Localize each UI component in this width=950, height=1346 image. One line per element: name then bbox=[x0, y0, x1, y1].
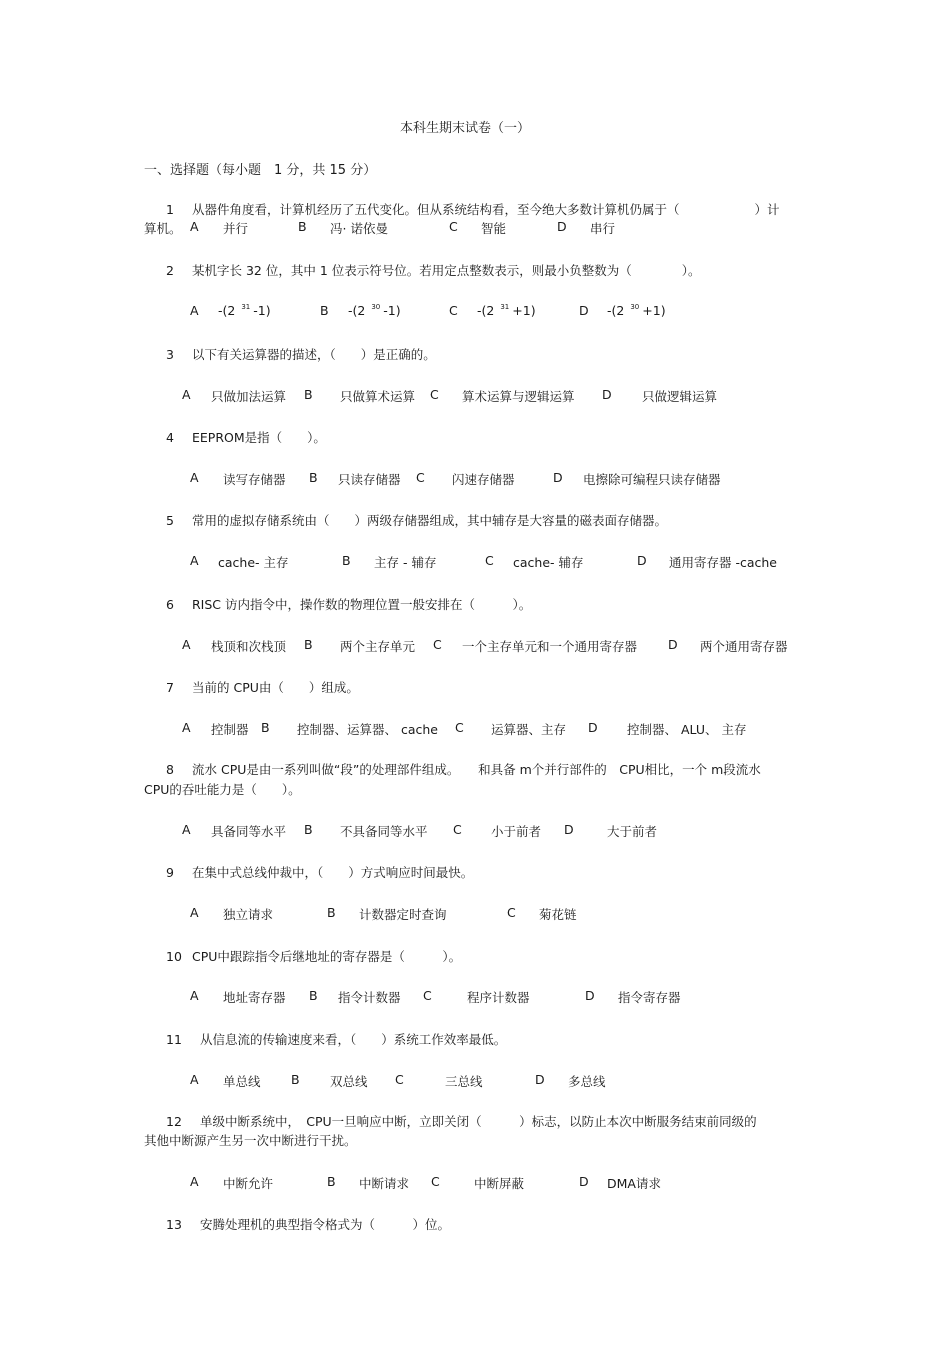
question-7 bbox=[144, 678, 809, 696]
question-text: 从信息流的传输速度来看，（ ）系统工作效率最低。 bbox=[200, 1032, 507, 1047]
question-text: 以下有关运算器的描述，（ ）是正确的。 bbox=[192, 347, 436, 362]
question-1-continuation bbox=[144, 219, 182, 237]
option-text: 大于前者 bbox=[607, 824, 658, 839]
option-letter: C bbox=[431, 1174, 440, 1189]
option-letter: C bbox=[449, 219, 458, 234]
option-text: 通用寄存器 -cache bbox=[669, 555, 778, 570]
question-text-cont: CPU的吞吐能力是（ ）。 bbox=[144, 782, 301, 797]
question-number: 1 bbox=[166, 202, 174, 217]
option-base: -(2 bbox=[218, 303, 236, 318]
option-text: 一个主存单元和一个通用寄存器 bbox=[462, 639, 638, 654]
option-text: 只做算术运算 bbox=[340, 389, 416, 404]
option-text bbox=[477, 303, 536, 318]
option-letter: A bbox=[182, 720, 191, 735]
question-4 bbox=[144, 428, 809, 446]
option-letter: B bbox=[261, 720, 270, 735]
option-letter: A bbox=[190, 1072, 199, 1087]
question-8-continuation bbox=[144, 780, 301, 798]
question-2 bbox=[144, 261, 809, 279]
option-letter: B bbox=[298, 219, 307, 234]
option-letter: C bbox=[423, 988, 432, 1003]
option-text: 程序计数器 bbox=[467, 990, 530, 1005]
option-text: 双总线 bbox=[330, 1074, 368, 1089]
option-text: 控制器、运算器、 cache bbox=[297, 722, 438, 737]
option-letter: C bbox=[453, 822, 462, 837]
option-letter: B bbox=[342, 553, 351, 568]
option-letter: B bbox=[320, 303, 329, 318]
option-letter: B bbox=[309, 470, 318, 485]
option-exponent: 31 bbox=[241, 303, 251, 311]
option-tail: +1) bbox=[512, 303, 536, 318]
option-exponent: 30 bbox=[630, 303, 640, 311]
option-text: 不具备同等水平 bbox=[340, 824, 428, 839]
question-text-cont: 其他中断源产生另一次中断进行干扰。 bbox=[144, 1133, 357, 1148]
question-text: 安腾处理机的典型指令格式为（ ）位。 bbox=[200, 1217, 451, 1232]
option-text: 指令计数器 bbox=[338, 990, 401, 1005]
question-text: 流水 CPU是由一系列叫做“段”的处理部件组成。 和具备 m个并行部件的 CPU相比，一个 m段流水 bbox=[192, 762, 761, 777]
option-text: 智能 bbox=[481, 221, 507, 236]
option-letter: D bbox=[579, 1174, 589, 1189]
option-text: 栈顶和次栈顶 bbox=[211, 639, 287, 654]
option-letter: D bbox=[585, 988, 595, 1003]
question-number: 5 bbox=[166, 513, 174, 528]
option-letter: A bbox=[190, 303, 199, 318]
option-letter: B bbox=[291, 1072, 300, 1087]
option-text: 并行 bbox=[223, 221, 249, 236]
question-text-cont: 算机。 bbox=[144, 221, 182, 236]
option-text: 只做逻辑运算 bbox=[642, 389, 718, 404]
option-text: 两个通用寄存器 bbox=[700, 639, 788, 654]
section-heading: 一、选择题（每小题 1 分，共 15 分） bbox=[144, 163, 377, 178]
option-text: 具备同等水平 bbox=[211, 824, 287, 839]
question-text: CPU中跟踪指令后继地址的寄存器是（ ）。 bbox=[192, 949, 462, 964]
question-number: 13 bbox=[166, 1217, 182, 1232]
option-letter: D bbox=[553, 470, 563, 485]
option-letter: C bbox=[433, 637, 442, 652]
option-tail: -1) bbox=[253, 303, 271, 318]
option-letter: C bbox=[455, 720, 464, 735]
question-1 bbox=[144, 200, 809, 218]
option-text: 指令寄存器 bbox=[618, 990, 681, 1005]
option-exponent: 31 bbox=[500, 303, 510, 311]
option-letter: D bbox=[602, 387, 612, 402]
option-text: 计数器定时查询 bbox=[359, 907, 447, 922]
question-number: 8 bbox=[166, 762, 174, 777]
option-text: 闪速存储器 bbox=[452, 472, 515, 487]
option-letter: C bbox=[416, 470, 425, 485]
option-text bbox=[607, 303, 666, 318]
question-number: 11 bbox=[166, 1032, 182, 1047]
option-text: 控制器、 ALU、 主存 bbox=[627, 722, 747, 737]
option-letter: A bbox=[190, 905, 199, 920]
question-12-continuation bbox=[144, 1131, 357, 1149]
option-text: 多总线 bbox=[568, 1074, 606, 1089]
option-letter: D bbox=[557, 219, 567, 234]
option-text: 串行 bbox=[590, 221, 616, 236]
question-number: 9 bbox=[166, 865, 174, 880]
option-text: 电擦除可编程只读存储器 bbox=[583, 472, 721, 487]
question-3 bbox=[144, 345, 809, 363]
question-number: 10 bbox=[166, 949, 182, 964]
option-letter: C bbox=[430, 387, 439, 402]
option-text: 中断允许 bbox=[223, 1176, 274, 1191]
option-letter: A bbox=[182, 387, 191, 402]
option-letter: A bbox=[182, 637, 191, 652]
option-letter: D bbox=[588, 720, 598, 735]
option-letter: C bbox=[395, 1072, 404, 1087]
option-base: -(2 bbox=[607, 303, 625, 318]
question-8 bbox=[144, 760, 809, 778]
question-9 bbox=[144, 863, 809, 881]
option-text: 中断屏蔽 bbox=[474, 1176, 525, 1191]
option-text: 地址寄存器 bbox=[223, 990, 286, 1005]
question-text: 单级中断系统中， CPU一旦响应中断，立即关闭（ ）标志，以防止本次中断服务结束前同级的 bbox=[200, 1114, 757, 1129]
option-text: 菊花链 bbox=[539, 907, 577, 922]
option-text: 读写存储器 bbox=[223, 472, 286, 487]
question-number: 12 bbox=[166, 1114, 182, 1129]
option-letter: A bbox=[190, 553, 199, 568]
option-text: 只读存储器 bbox=[338, 472, 401, 487]
option-base: -(2 bbox=[477, 303, 495, 318]
option-text: 主存 - 辅存 bbox=[374, 555, 437, 570]
question-5 bbox=[144, 511, 809, 529]
option-letter: A bbox=[190, 988, 199, 1003]
option-letter: B bbox=[327, 1174, 336, 1189]
option-letter: B bbox=[304, 387, 313, 402]
option-letter: B bbox=[304, 637, 313, 652]
question-text: RISC 访内指令中，操作数的物理位置一般安排在（ ）。 bbox=[192, 597, 532, 612]
option-text: 冯· 诺依曼 bbox=[330, 221, 388, 236]
option-letter: C bbox=[485, 553, 494, 568]
option-letter: D bbox=[579, 303, 589, 318]
question-13 bbox=[144, 1215, 809, 1233]
question-number: 6 bbox=[166, 597, 174, 612]
option-text: 运算器、主存 bbox=[491, 722, 567, 737]
option-letter: B bbox=[327, 905, 336, 920]
option-tail: +1) bbox=[642, 303, 666, 318]
option-text: cache- 主存 bbox=[218, 555, 289, 570]
option-letter: B bbox=[309, 988, 318, 1003]
option-text bbox=[348, 303, 401, 318]
option-base: -(2 bbox=[348, 303, 366, 318]
option-text: 控制器 bbox=[211, 722, 249, 737]
question-6 bbox=[144, 595, 809, 613]
question-text: 当前的 CPU由（ ）组成。 bbox=[192, 680, 359, 695]
question-text: 某机字长 32 位，其中 1 位表示符号位。若用定点整数表示，则最小负整数为（ ）。 bbox=[192, 263, 701, 278]
question-text: 常用的虚拟存储系统由（ ）两级存储器组成，其中辅存是大容量的磁表面存储器。 bbox=[192, 513, 668, 528]
option-letter: A bbox=[190, 1174, 199, 1189]
option-letter: D bbox=[637, 553, 647, 568]
question-number: 2 bbox=[166, 263, 174, 278]
option-text bbox=[218, 303, 271, 318]
option-letter: C bbox=[507, 905, 516, 920]
option-letter: B bbox=[304, 822, 313, 837]
option-text: 三总线 bbox=[445, 1074, 483, 1089]
option-exponent: 30 bbox=[371, 303, 381, 311]
option-text: cache- 辅存 bbox=[513, 555, 584, 570]
option-text: 算术运算与逻辑运算 bbox=[462, 389, 575, 404]
question-number: 4 bbox=[166, 430, 174, 445]
option-text: 只做加法运算 bbox=[211, 389, 287, 404]
option-text: 两个主存单元 bbox=[340, 639, 416, 654]
option-text: 小于前者 bbox=[491, 824, 542, 839]
option-text: DMA请求 bbox=[607, 1176, 661, 1191]
option-letter: A bbox=[190, 470, 199, 485]
option-text: 中断请求 bbox=[359, 1176, 410, 1191]
option-letter: D bbox=[668, 637, 678, 652]
option-tail: -1) bbox=[383, 303, 401, 318]
option-letter: A bbox=[182, 822, 191, 837]
question-11 bbox=[144, 1030, 809, 1048]
option-letter: D bbox=[535, 1072, 545, 1087]
question-10 bbox=[144, 947, 809, 965]
question-12 bbox=[144, 1112, 809, 1130]
option-letter: C bbox=[449, 303, 458, 318]
option-text: 单总线 bbox=[223, 1074, 261, 1089]
page-title: 本科生期末试卷（一） bbox=[399, 121, 530, 136]
question-text: EEPROM是指（ ）。 bbox=[192, 430, 326, 445]
question-text: 在集中式总线仲裁中，（ ）方式响应时间最快。 bbox=[192, 865, 474, 880]
question-number: 3 bbox=[166, 347, 174, 362]
question-text: 从器件角度看，计算机经历了五代变化。但从系统结构看，至今绝大多数计算机仍属于（ ）计 bbox=[192, 202, 780, 217]
option-letter: A bbox=[190, 219, 199, 234]
option-text: 独立请求 bbox=[223, 907, 274, 922]
option-letter: D bbox=[564, 822, 574, 837]
question-number: 7 bbox=[166, 680, 174, 695]
